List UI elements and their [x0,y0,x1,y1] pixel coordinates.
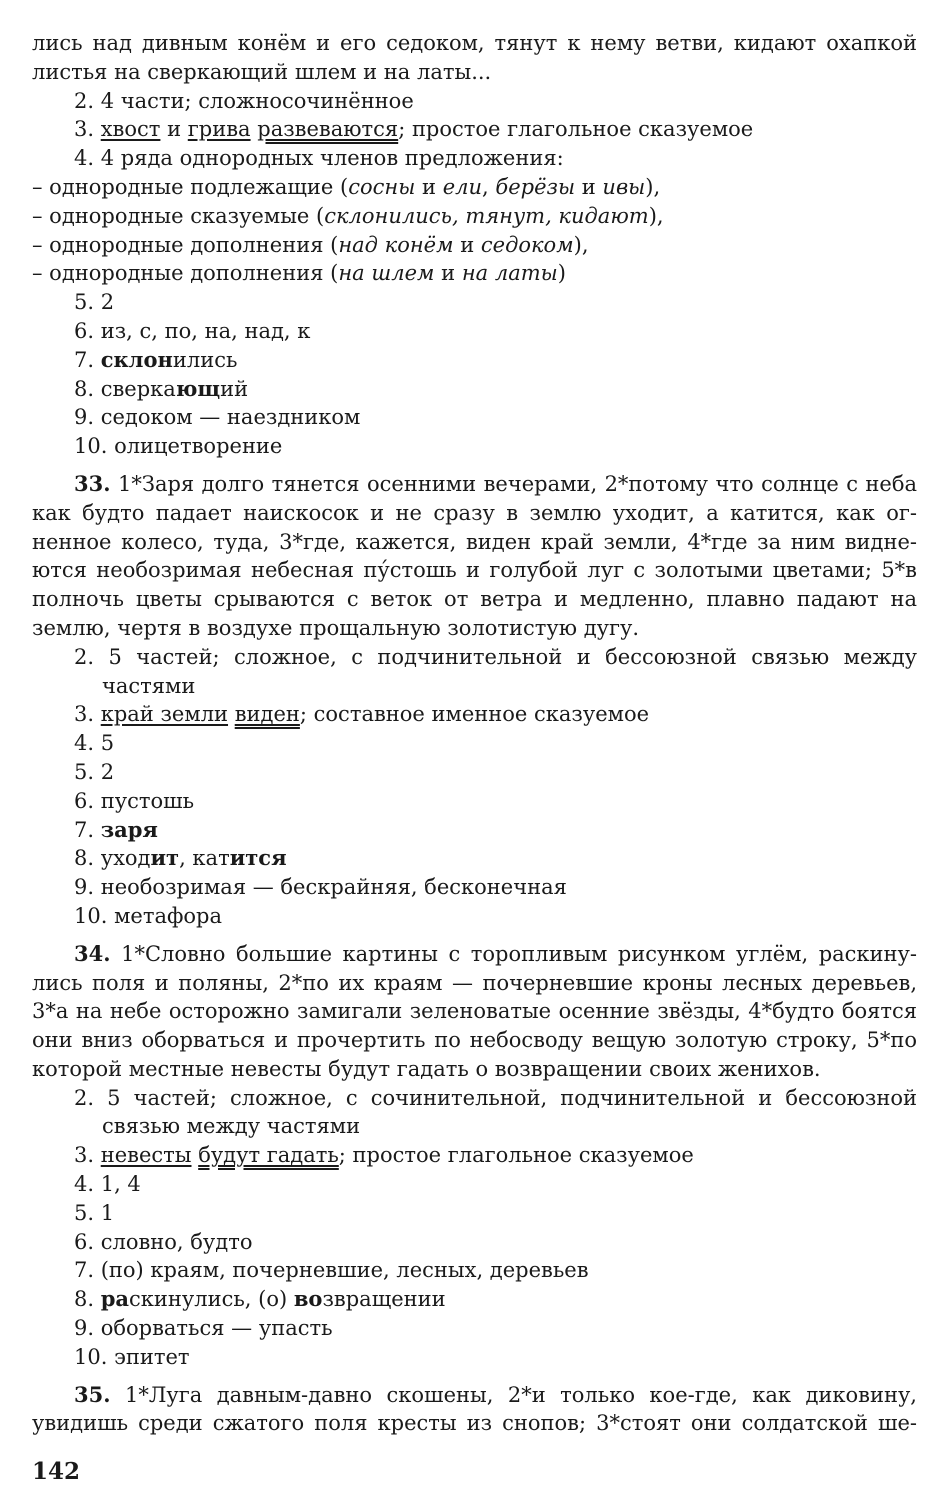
underlined-predicate: развеваются [257,117,399,142]
answer-item: 3. край земли виден; составное именное сказуемое [74,702,650,727]
answer-item: 4. 1, 4 [74,1172,141,1197]
answer-item: 6. словно, будто [74,1229,253,1254]
answer-item: 8. уходит, катится [74,845,287,871]
answer-item: 10. олицетворение [74,434,283,459]
answer-item: 4. 5 [74,731,115,756]
underlined-subject: невесты [100,1143,192,1168]
task-34-text: 34. 1*Словно большие картины с торопливым рисунком углём, раскину- [74,940,917,966]
answer-item-continuation: связью между частями [102,1114,361,1139]
answer-item: 3. хвост и грива развеваются; простое глагольное сказуемое [74,117,754,142]
answer-item: 2. 4 части; сложносочинённое [74,88,414,113]
answer-item: 6. пустошь [74,788,195,813]
underlined-subject: край земли [100,702,229,727]
answer-item: 3. невесты будут гадать; простое глагольное сказуемое [74,1143,694,1168]
text-line: они вниз оборваться и прочертить по небосводу вещую золотую строку, 5*по [32,1028,917,1053]
answer-item: 10. метафора [74,903,223,928]
answer-item: 5. 2 [74,290,115,315]
page-number: 142 [32,1458,81,1485]
answer-item: 2. 5 частей; сложное, с сочинительной, подчинительной и бессоюзной [74,1085,917,1110]
underlined-predicate: будут гадать [198,1143,339,1168]
answer-item: 9. необозримая — бескрайняя, бесконечная [74,875,567,900]
answer-item: 5. 2 [74,759,115,784]
task-33-text: 33. 1*Заря долго тянется осенними вечерами, 2*потому что солнце с неба [74,470,917,496]
text-line: которой местные невесты будут гадать о возвращении своих женихов. [32,1056,821,1081]
text-line: 3*а на небе осторожно замигали зеленоватые осенние звёзды, 4*будто боятся [32,999,917,1024]
answer-item: 9. оборваться — упасть [74,1316,333,1341]
answer-item: 9. седоком — наездником [74,405,361,430]
text-line: землю, чертя в воздухе прощальную золотистую дугу. [32,615,640,640]
answer-item: 10. эпитет [74,1344,190,1369]
dash-item: – однородные дополнения (над конём и седоком), [32,232,589,257]
answer-item: 8. сверкающий [74,375,249,401]
answer-item: 2. 5 частей; сложное, с подчинительной и бессоюзной связью между [74,644,917,669]
underlined-predicate: виден [234,702,300,727]
text-line: ненное колесо, туда, 3*где, кажется, виден край земли, 4*где за ним видне- [32,529,917,554]
text-line: ются необозримая небесная пу́стошь и голубой луг с золотыми цветами; 5*в [32,558,917,583]
text-line: как будто падает наискосок и не сразу в землю уходит, а катится, как ог- [32,500,917,525]
underlined-subject: грива [187,117,251,142]
text-line: лись над дивным конём и его седоком, тянут к нему ветви, кидают охапкой [32,31,917,55]
task-number: 33. [74,470,111,496]
answer-item: 7. склонились [74,346,238,372]
answer-item: 8. раскинулись, (о) возвращении [74,1286,446,1312]
answer-item: 6. из, с, по, на, над, к [74,318,311,343]
text-line: лись поля и поляны, 2*по их краям — почерневшие кроны лесных деревьев, [32,970,917,995]
text-line: увидишь среди сжатого поля кресты из снопов; 3*стоят они солдатской ше- [32,1411,917,1436]
task-35-text: 35. 1*Луга давным-давно скошены, 2*и только кое-где, как диковину, [74,1381,917,1407]
answer-item: 7. (по) краям, почерневшие, лесных, деревьев [74,1258,589,1283]
dash-item: – однородные дополнения (на шлем и на латы) [32,261,566,286]
text-line: полночь цветы срываются с веток от ветра и медленно, плавно падают на [32,587,917,612]
answer-item-continuation: частями [102,673,196,698]
underlined-subject: хвост [100,117,161,142]
task-number: 34. [74,940,111,966]
answer-item: 4. 4 ряда однородных членов предложения: [74,146,564,171]
text-line: листья на сверкающий шлем и на латы... [32,59,492,84]
dash-item: – однородные подлежащие (сосны и ели, берёзы и ивы), [32,174,661,199]
task-number: 35. [74,1381,111,1407]
answer-item: 7. заря [74,816,158,842]
dash-item: – однородные сказуемые (склонились, тянут, кидают), [32,203,664,228]
answer-item: 5. 1 [74,1200,115,1225]
